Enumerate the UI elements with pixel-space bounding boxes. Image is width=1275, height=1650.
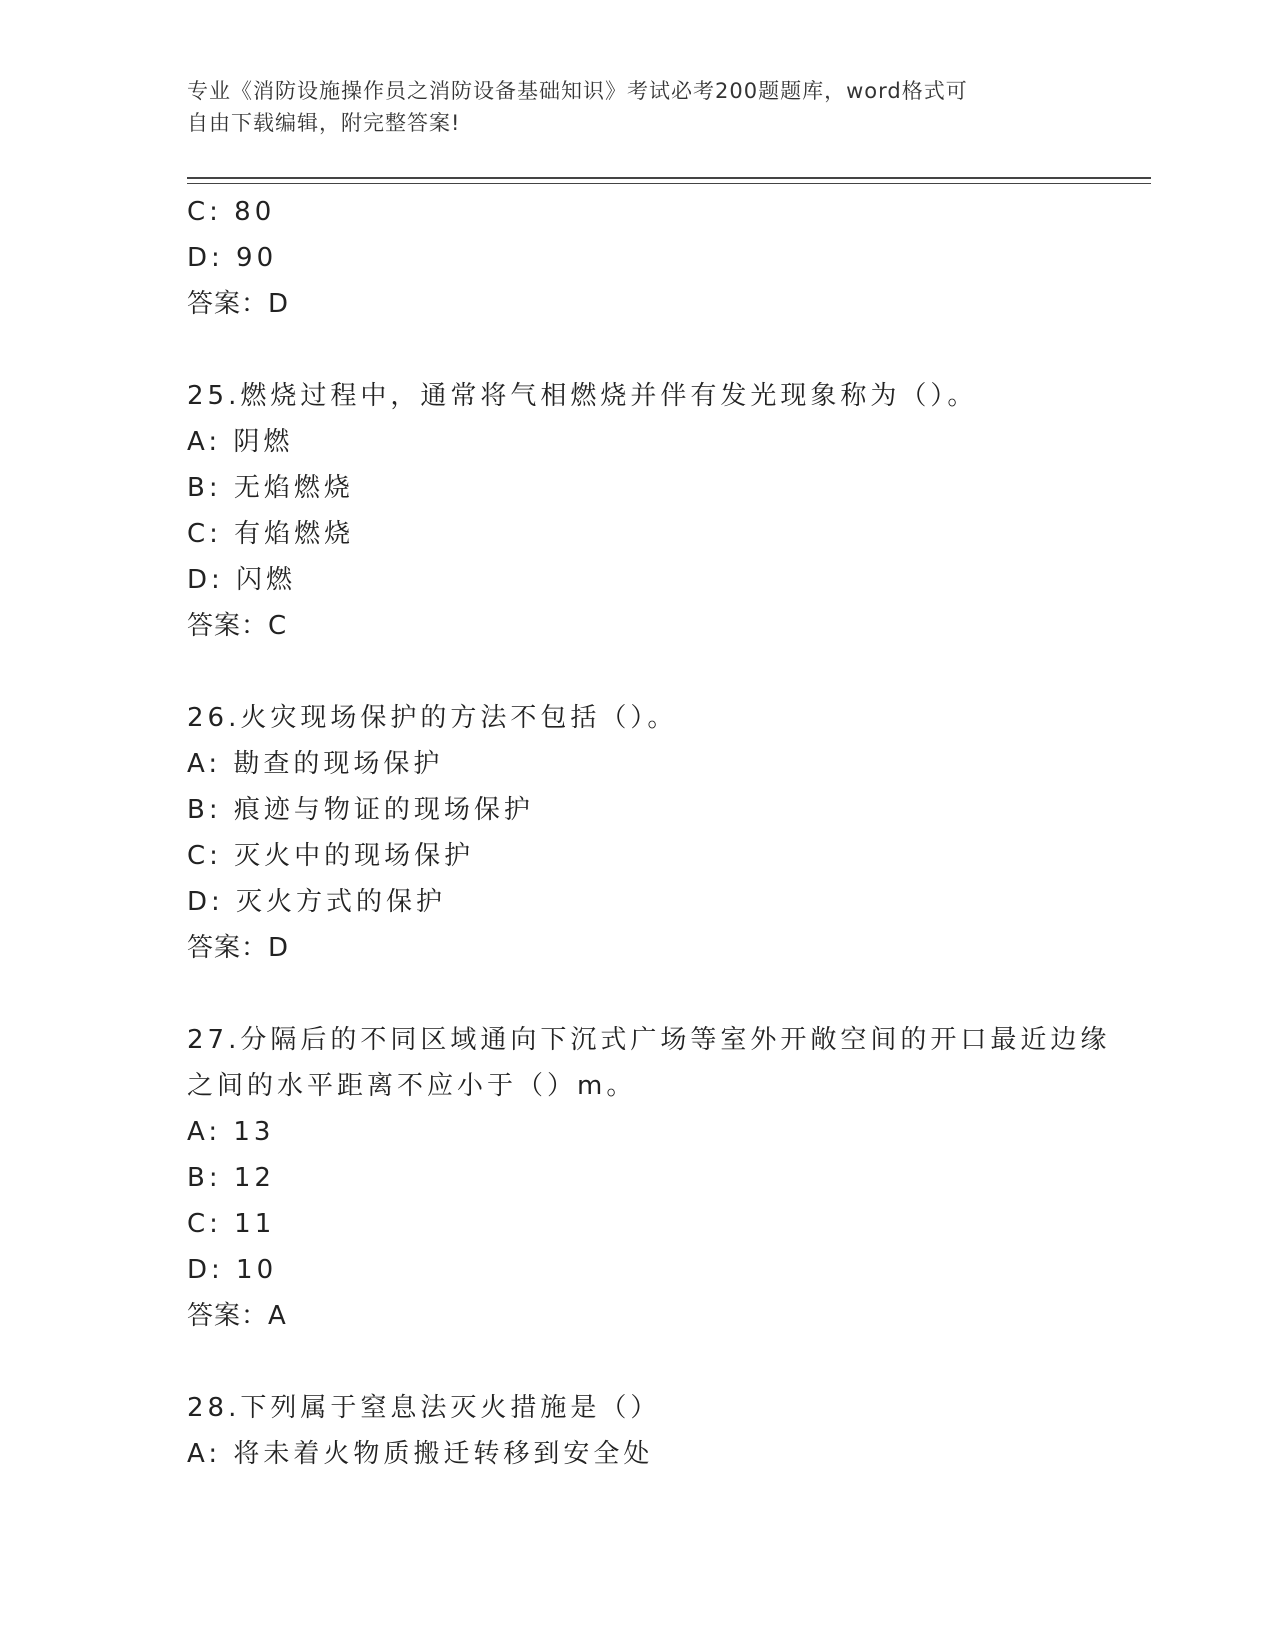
question-list (187, 189, 1111, 1477)
question-26 (187, 695, 1107, 971)
header-divider-thin (187, 183, 1151, 184)
question-stem: 28.下列属于窒息法灭火措施是（） (187, 1393, 661, 1423)
header-line-2: 自由下载编辑，附完整答案! (187, 111, 461, 135)
header-line-1: 专业《消防设施操作员之消防设备基础知识》考试必考200题题库，word格式可 (187, 79, 968, 103)
question-stem-line-1: 27.分隔后的不同区域通向下沉式广场等室外开敞空间的开口最近边缘 (187, 1025, 1111, 1055)
answer-line: 答案：C (187, 611, 288, 641)
option-c: C: 80 (187, 197, 276, 227)
option-a: A: 阴燃 (187, 427, 294, 457)
answer-line: 答案：D (187, 289, 290, 319)
option-d: D: 灭火方式的保护 (187, 887, 447, 917)
option-c: C: 灭火中的现场保护 (187, 841, 475, 871)
option-b: B: 12 (187, 1163, 275, 1193)
option-d: D: 10 (187, 1255, 278, 1285)
option-a: A: 勘查的现场保护 (187, 749, 444, 779)
header-divider-thick (187, 177, 1151, 179)
option-b: B: 痕迹与物证的现场保护 (187, 795, 534, 825)
option-c: C: 有焰燃烧 (187, 519, 355, 549)
document-header (187, 75, 1067, 139)
question-stem-line-2: 之间的水平距离不应小于（）m。 (187, 1071, 637, 1101)
question-28 (187, 1385, 1107, 1477)
option-c: C: 11 (187, 1209, 276, 1239)
spacer (187, 327, 1107, 373)
answer-line: 答案：A (187, 1301, 287, 1331)
spacer (187, 649, 1107, 695)
option-b: B: 无焰燃烧 (187, 473, 354, 503)
option-a: A: 将未着火物质搬迁转移到安全处 (187, 1439, 654, 1469)
spacer (187, 971, 1107, 1017)
question-27 (187, 1017, 1111, 1339)
answer-line: 答案：D (187, 933, 290, 963)
question-24-tail (187, 189, 1107, 327)
spacer (187, 1339, 1107, 1385)
option-a: A: 13 (187, 1117, 275, 1147)
option-d: D: 闪燃 (187, 565, 297, 595)
option-d: D: 90 (187, 243, 278, 273)
question-25 (187, 373, 1107, 649)
question-stem: 26.火灾现场保护的方法不包括（）。 (187, 703, 678, 733)
question-stem: 25.燃烧过程中，通常将气相燃烧并伴有发光现象称为（）。 (187, 381, 978, 411)
